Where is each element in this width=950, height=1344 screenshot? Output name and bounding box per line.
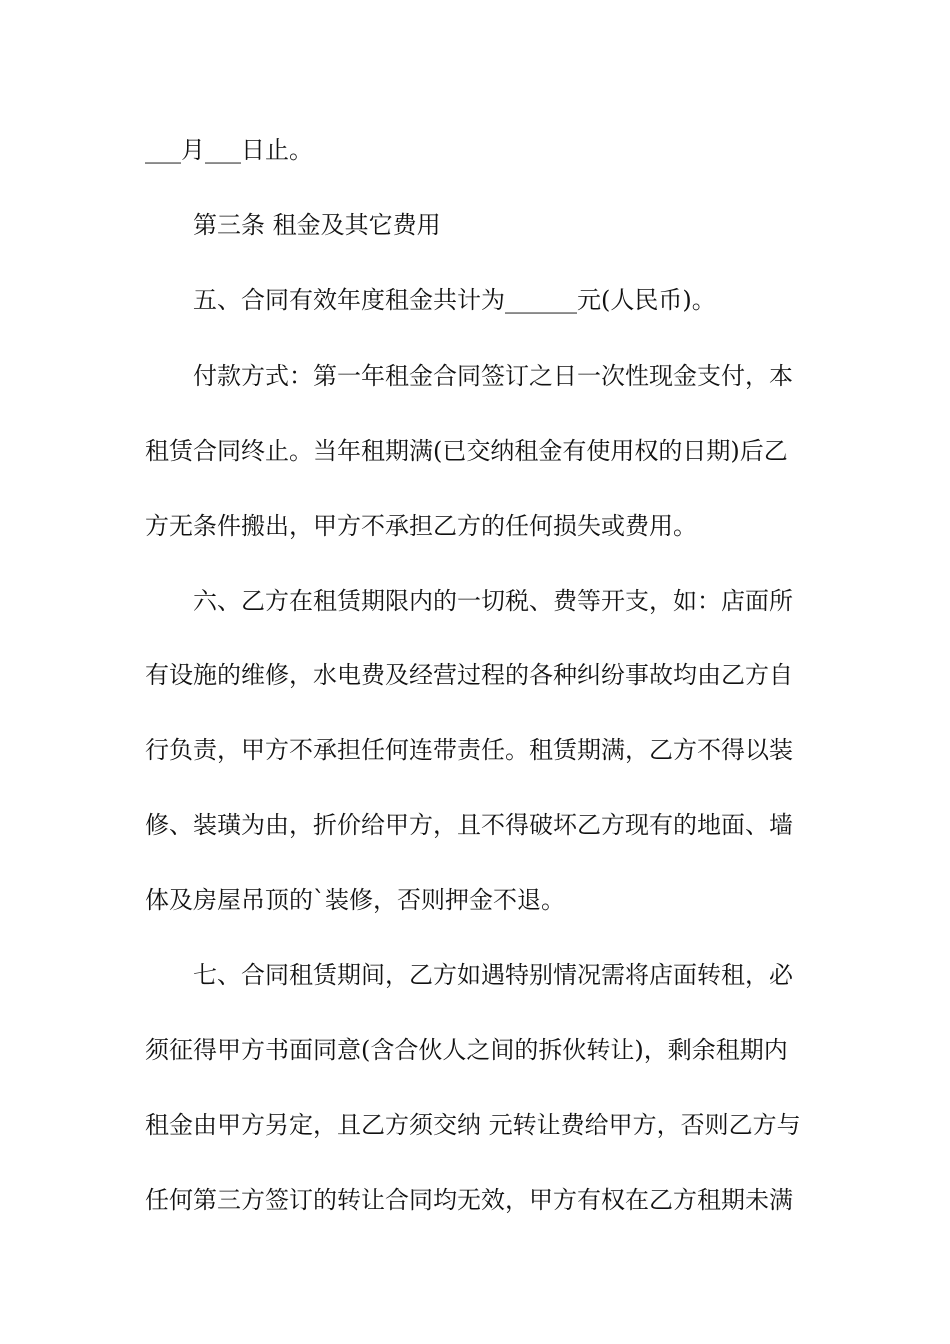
text-line: 行负责，甲方不承担任何连带责任。租赁期满，乙方不得以装 — [145, 736, 793, 764]
section-heading: 第三条 租金及其它费用 — [193, 211, 441, 239]
text-line: 租金由甲方另定，且乙方须交纳 元转让费给甲方，否则乙方与 — [145, 1111, 801, 1139]
text-line: 六、乙方在租赁期限内的一切税、费等开支，如：店面所 — [193, 587, 793, 615]
text-line: 租赁合同终止。当年租期满(已交纳租金有使用权的日期)后乙 — [145, 437, 788, 465]
text-line: 方无条件搬出，甲方不承担乙方的任何损失或费用。 — [145, 512, 697, 540]
text-line: 修、装璜为由，折价给甲方，且不得破坏乙方现有的地面、墙 — [145, 811, 793, 839]
text-line: 付款方式：第一年租金合同签订之日一次性现金支付，本 — [193, 362, 793, 390]
text-line: 五、合同有效年度租金共计为______元(人民币)。 — [193, 286, 716, 314]
text-line: 须征得甲方书面同意(含合伙人之间的拆伙转让)，剩余租期内 — [145, 1036, 788, 1064]
text-line: ___月___日止。 — [145, 136, 313, 164]
text-line: 有设施的维修，水电费及经营过程的各种纠纷事故均由乙方自 — [145, 661, 793, 689]
text-line: 任何第三方签订的转让合同均无效，甲方有权在乙方租期未满 — [145, 1186, 793, 1214]
text-line: 体及房屋吊顶的`装修，否则押金不退。 — [145, 886, 565, 914]
text-line: 七、合同租赁期间，乙方如遇特别情况需将店面转租，必 — [193, 961, 793, 989]
